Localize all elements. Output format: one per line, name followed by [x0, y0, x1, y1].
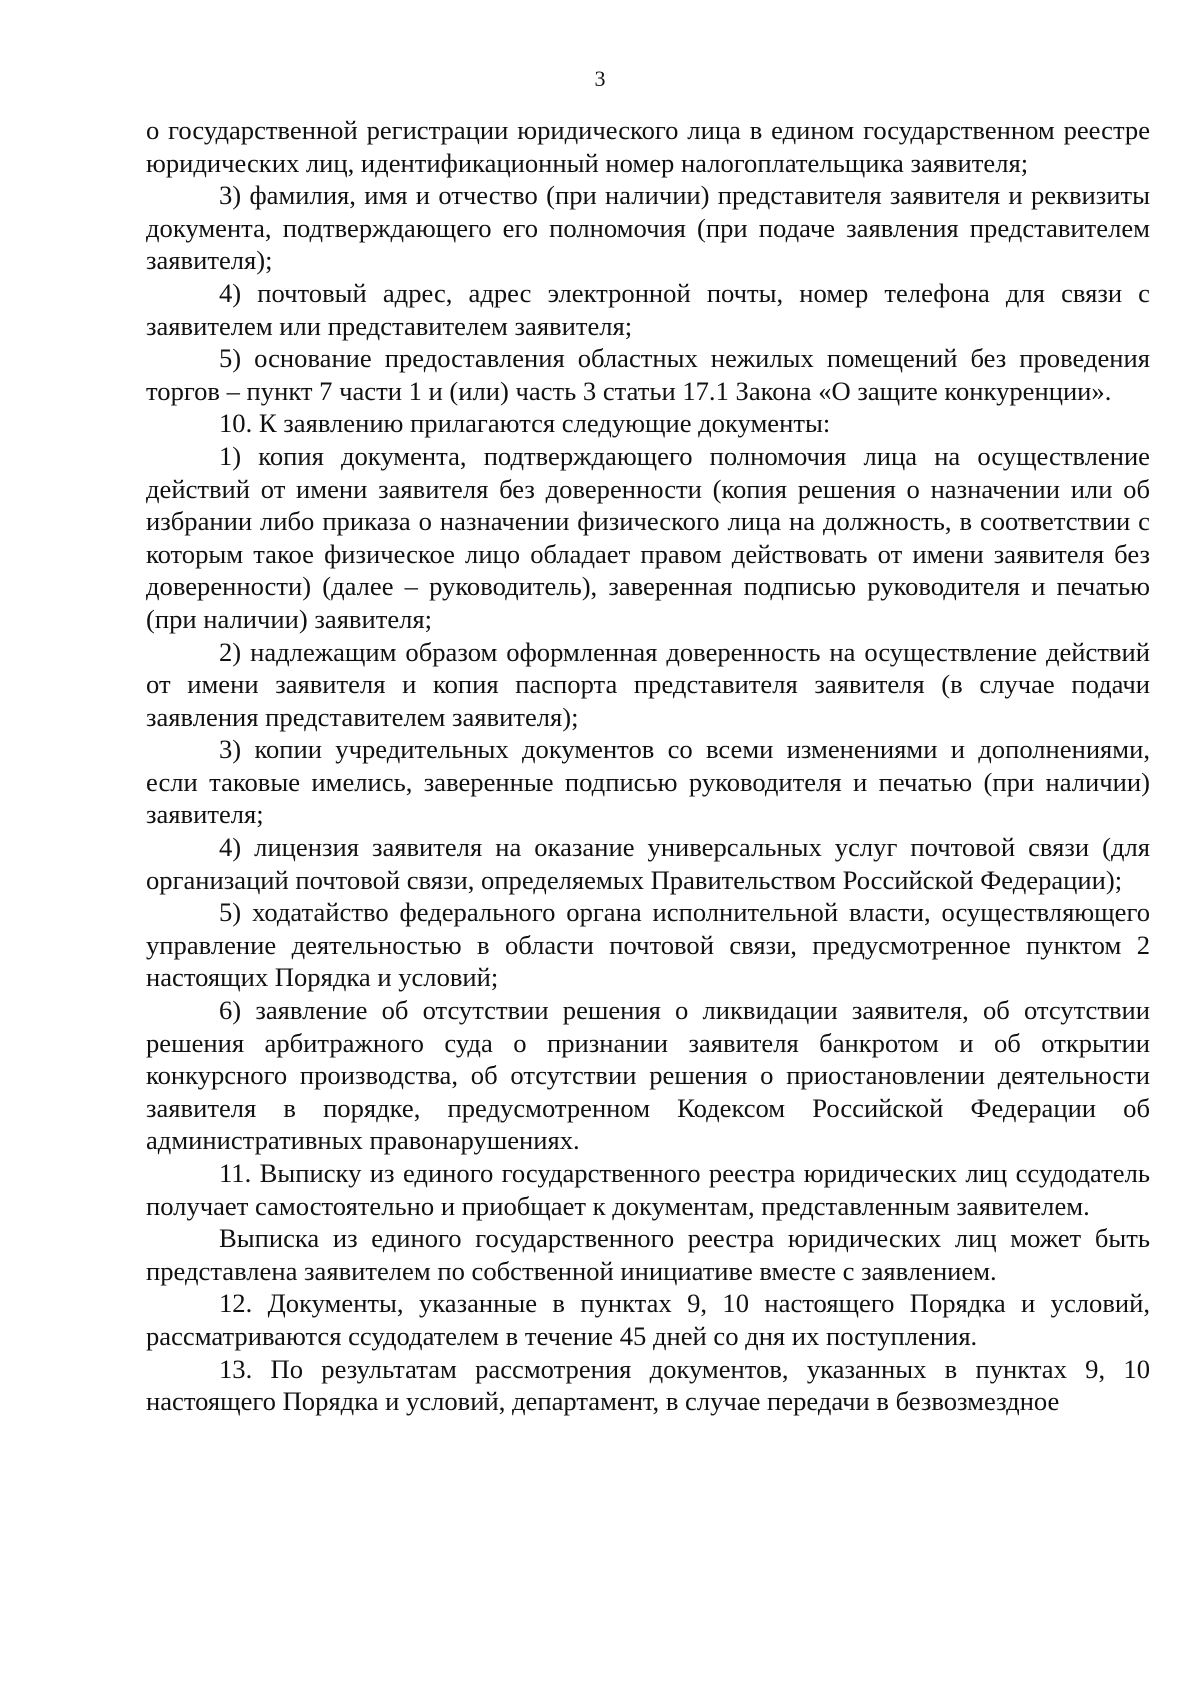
paragraph: 6) заявление об отсутствии решения о ликвидации заявителя, об отсутствии решения арбитражного суда о признании заявителя банкротом и об открытии конкурсного производства, об отсутствии решения о приостановлении деятельности заявителя в порядке, предусмотренном Кодексом Российской Федерации об административных правонарушениях.: [146, 995, 1150, 1156]
document-body: [146, 114, 1150, 1418]
paragraph: 3) фамилия, имя и отчество (при наличии) представителя заявителя и реквизиты документа, подтверждающего его полномочия (при подаче заявления представителем заявителя);: [146, 180, 1150, 276]
paragraph: 2) надлежащим образом оформленная доверенность на осуществление действий от имени заявителя и копия паспорта представителя заявителя (в случае подачи заявления представителем заявителя);: [146, 636, 1150, 732]
paragraph: 4) лицензия заявителя на оказание универсальных услуг почтовой связи (для организаций почтовой связи, определяемых Правительством Российской Федерации);: [146, 832, 1150, 895]
paragraph: 10. К заявлению прилагаются следующие документы:: [219, 408, 831, 439]
paragraph: 5) ходатайство федерального органа исполнительной власти, осуществляющего управление деятельностью в области почтовой связи, предусмотренное пунктом 2 настоящих Порядка и условий;: [146, 897, 1150, 993]
paragraph: 11. Выписку из единого государственного реестра юридических лиц ссудодатель получает самостоятельно и приобщает к документам, представленным заявителем.: [146, 1158, 1150, 1221]
paragraph: Выписка из единого государственного реестра юридических лиц может быть представлена заявителем по собственной инициативе вместе с заявлением.: [146, 1223, 1150, 1286]
paragraph: 12. Документы, указанные в пунктах 9, 10 настоящего Порядка и условий, рассматриваются ссудодателем в течение 45 дней со дня их поступления.: [146, 1288, 1150, 1351]
paragraph: 5) основание предоставления областных нежилых помещений без проведения торгов – пункт 7 части 1 и (или) часть 3 статьи 17.1 Закона «О защите конкуренции».: [146, 343, 1150, 406]
paragraph: о государственной регистрации юридического лица в едином государственном реестре юридических лиц, идентификационный номер налогоплательщика заявителя;: [146, 115, 1150, 178]
page-number: 3: [594, 66, 606, 91]
paragraph: 4) почтовый адрес, адрес электронной почты, номер телефона для связи с заявителем или представителем заявителя;: [146, 277, 1150, 341]
paragraph: 3) копии учредительных документов со всеми изменениями и дополнениями, если таковые имелись, заверенные подписью руководителя и печатью (при наличии) заявителя;: [146, 734, 1150, 830]
paragraph: 13. По результатам рассмотрения документов, указанных в пунктах 9, 10 настоящего Порядка и условий, департамент, в случае передачи в безвозмездное: [146, 1353, 1150, 1417]
paragraph: 1) копия документа, подтверждающего полномочия лица на осуществление действий от имени заявителя без доверенности (копия решения о назначении или об избрании либо приказа о назначении физического лица на должность, в соответствии с которым такое физическое лицо обладает правом действовать от имени заявителя без доверенности) (далее – руководитель), заверенная подписью руководителя и печатью (при наличии) заявителя;: [146, 440, 1150, 634]
